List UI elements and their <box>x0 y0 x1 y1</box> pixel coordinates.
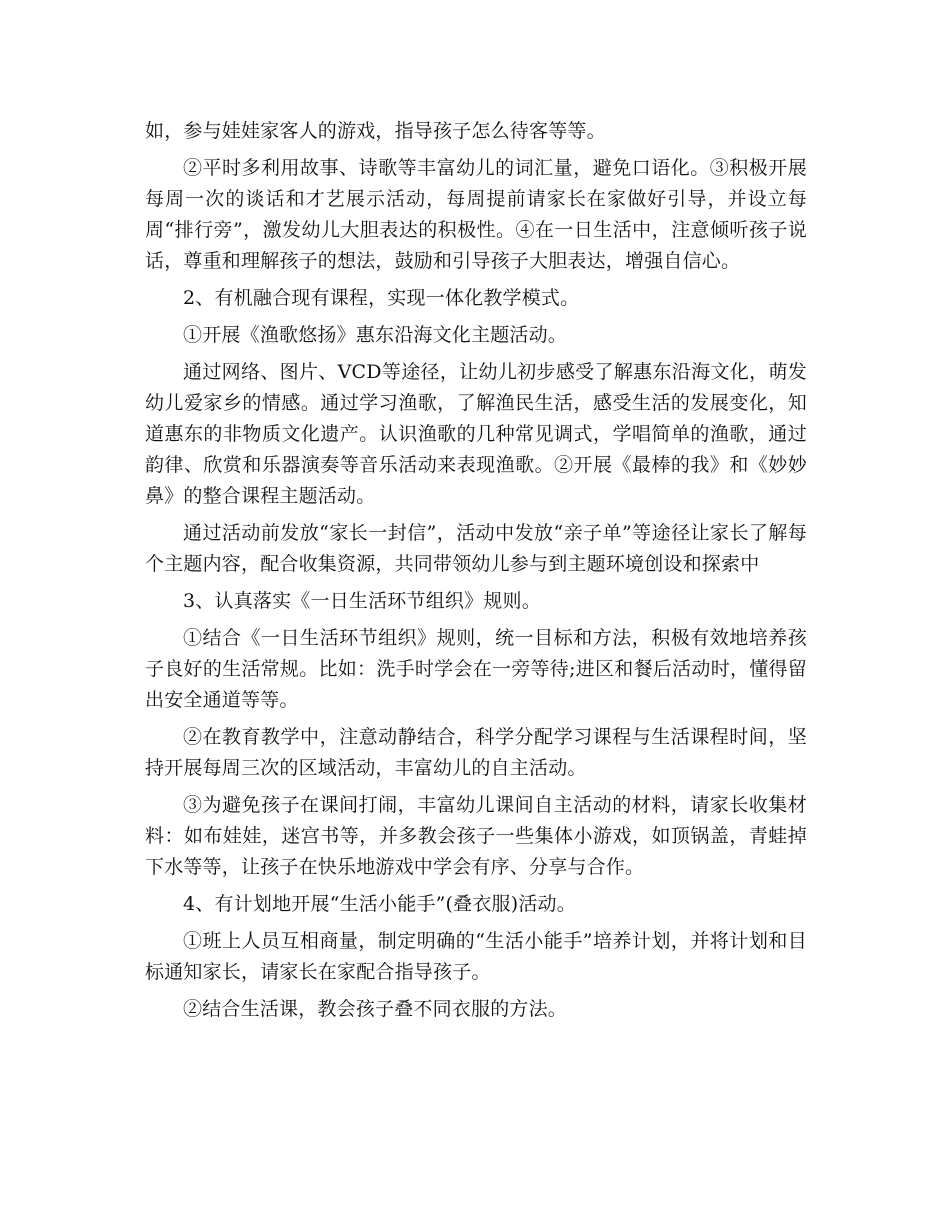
heading-life-skills: 4、有计划地开展“生活小能手”(叠衣服)活动。 <box>183 893 576 915</box>
paragraph-hosting-game: 如，参与娃娃家客人的游戏，指导孩子怎么待客等等。 <box>145 120 606 142</box>
heading-integrated-curriculum: 2、有机融合现有课程，实现一体化教学模式。 <box>183 287 580 309</box>
paragraph-fishing-song-theme: ①开展《渔歌悠扬》惠东沿海文化主题活动。 <box>183 324 568 346</box>
paragraph-vocabulary: ②平时多利用故事、诗歌等丰富幼儿的词汇量，避免口语化。③积极开展每周一次的谈话和才艺展示活动，每周提前请家长在家做好引导，并设立每周“排行旁”，激发幼儿大胆表达的积极性。④在一日生活中，注意倾听孩子说话，尊重和理解孩子的想法，鼓励和引导孩子大胆表达，增强自信心。 <box>145 157 807 272</box>
paragraph-dynamic-static: ②在教育教学中，注意动静结合，科学分配学习课程与生活课程时间，坚持开展每周三次的区域活动，丰富幼儿的自主活动。 <box>145 726 807 779</box>
paragraph-routine-rules: ①结合《一日生活环节组织》规则，统一目标和方法，积极有效地培养孩子良好的生活常规。比如：洗手时学会在一旁等待;进区和餐后活动时，懂得留出安全通道等等。 <box>145 627 807 711</box>
paragraph-break-activities: ③为避免孩子在课间打闹，丰富幼儿课间自主活动的材料，请家长收集材料：如布娃娃，迷宫书等，并多教会孩子一些集体小游戏，如顶锅盖，青蛙掉下水等等，让孩子在快乐地游戏中学会有序、分享与合作。 <box>145 794 807 878</box>
document-body <box>145 116 807 1031</box>
paragraph-coastal-culture: 通过网络、图片、VCD等途径，让幼儿初步感受了解惠东沿海文化，萌发幼儿爱家乡的情感。通过学习渔歌，了解渔民生活，感受生活的发展变化，知道惠东的非物质文化遗产。认识渔歌的几种常见调式，学唱简单的渔歌，通过韵律、欣赏和乐器演奏等音乐活动来表现渔歌。②开展《最棒的我》和《妙妙鼻》的整合课程主题活动。 <box>145 361 807 507</box>
paragraph-folding-clothes: ②结合生活课，教会孩子叠不同衣服的方法。 <box>183 998 568 1020</box>
heading-daily-routine: 3、认真落实《一日生活环节组织》规则。 <box>183 590 541 612</box>
paragraph-parent-letter: 通过活动前发放“家长一封信”，活动中发放“亲子单”等途径让家长了解每个主题内容，配合收集资源，共同带领幼儿参与到主题环境创设和探索中 <box>145 522 807 575</box>
paragraph-life-skills-plan: ①班上人员互相商量，制定明确的“生活小能手”培养计划，并将计划和目标通知家长，请家长在家配合指导孩子。 <box>145 930 807 983</box>
